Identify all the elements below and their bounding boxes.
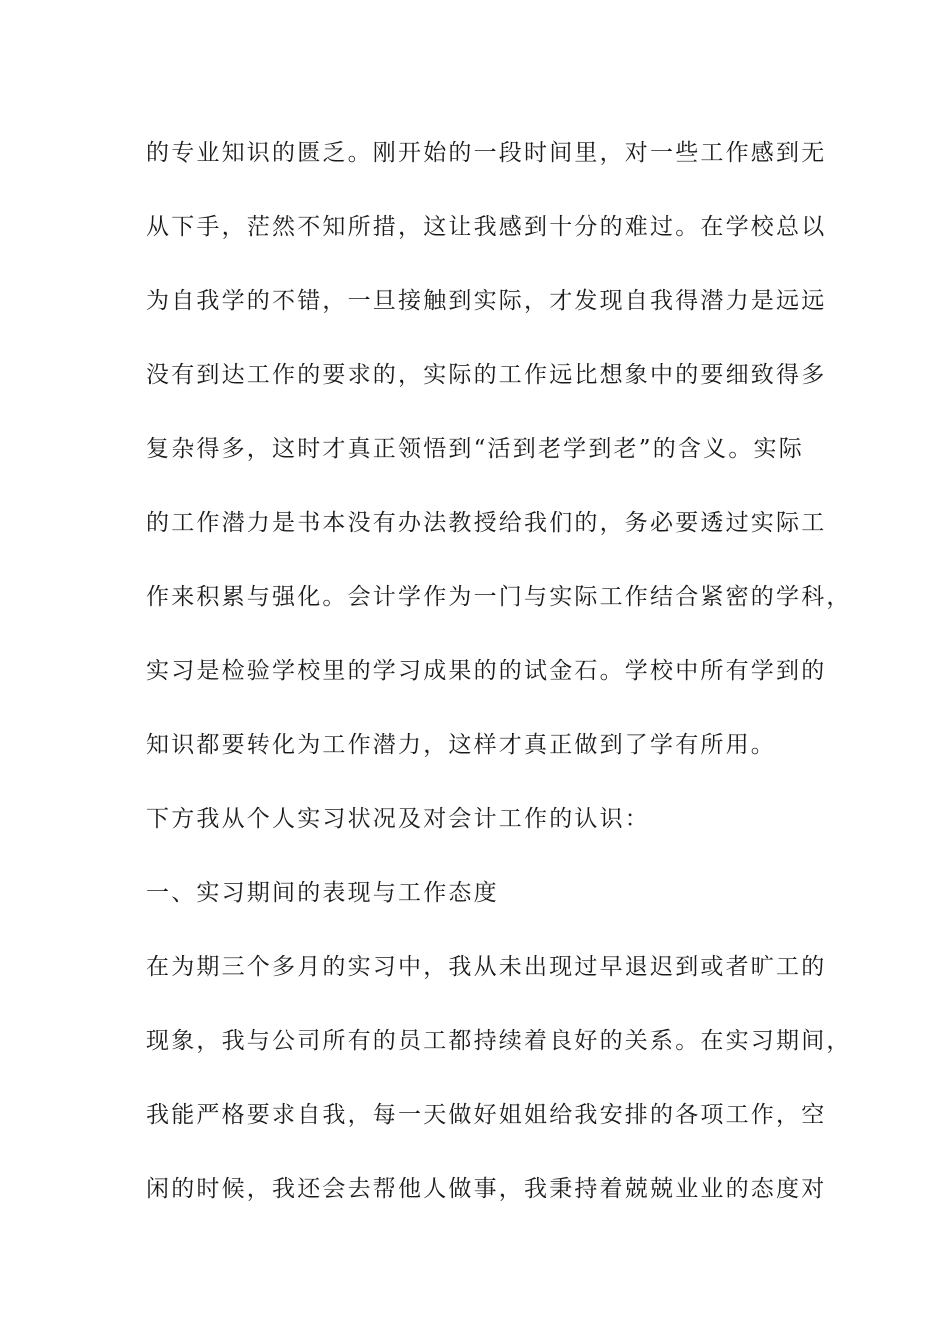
text-line: 下方我从个人实习状况及对会计工作的认识：: [146, 806, 650, 832]
text-line: 现象，我与公司所有的员工都持续着良好的关系。在实习期间，: [146, 1028, 852, 1054]
text-line: 的工作潜力是书本没有办法教授给我们的，务必要透过实际工: [146, 510, 827, 536]
text-line: 从下手，茫然不知所措，这让我感到十分的难过。在学校总以: [146, 214, 827, 240]
section-heading: 一、实习期间的表现与工作态度: [146, 880, 499, 906]
text-line: 复杂得多，这时才真正领悟到“活到老学到老”的含义。实际: [146, 436, 804, 462]
body-text: [146, 130, 852, 1240]
text-line: 的专业知识的匮乏。刚开始的一段时间里，对一些工作感到无: [146, 140, 827, 166]
text-line: 在为期三个多月的实习中，我从未出现过早退迟到或者旷工的: [146, 954, 827, 980]
text-line: 知识都要转化为工作潜力，这样才真正做到了学有所用。: [146, 732, 776, 758]
text-line: 作来积累与强化。会计学作为一门与实际工作结合紧密的学科，: [146, 584, 852, 610]
text-line: 闲的时候，我还会去帮他人做事，我秉持着兢兢业业的态度对: [146, 1176, 827, 1202]
text-line: 为自我学的不错，一旦接触到实际，才发现自我得潜力是远远: [146, 288, 827, 314]
text-line: 实习是检验学校里的学习成果的的试金石。学校中所有学到的: [146, 658, 827, 684]
text-line: 我能严格要求自我，每一天做好姐姐给我安排的各项工作，空: [146, 1102, 827, 1128]
text-line: 没有到达工作的要求的，实际的工作远比想象中的要细致得多: [146, 362, 827, 388]
